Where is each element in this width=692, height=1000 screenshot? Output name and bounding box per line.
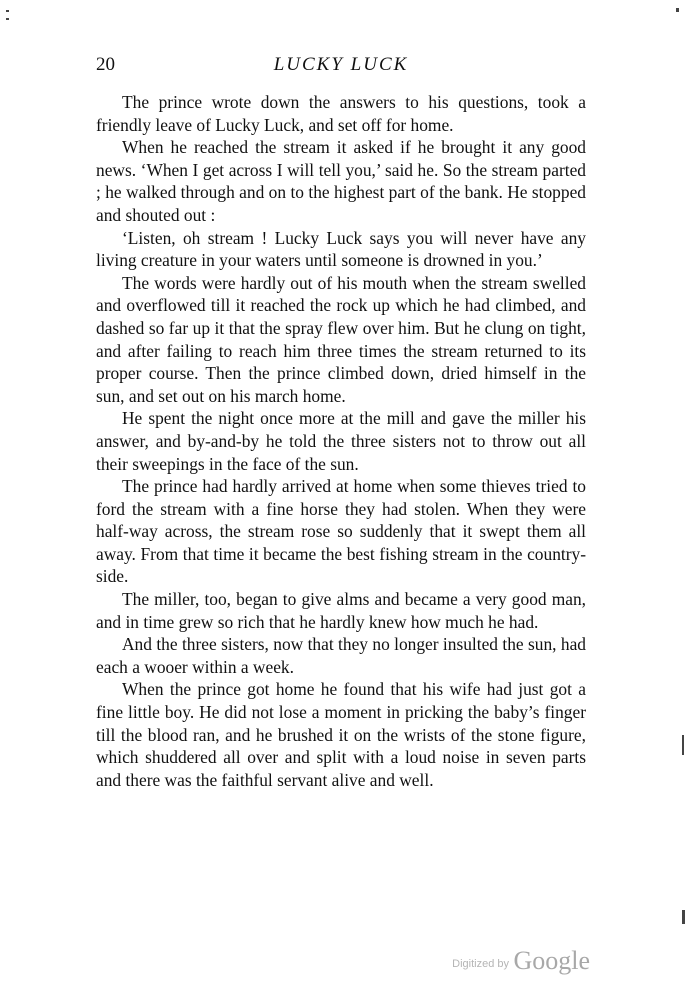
paragraph: And the three sisters, now that they no longer insulted the sun, had each a wooer within a week. (96, 634, 586, 677)
digitized-watermark (452, 946, 590, 976)
scan-speck (682, 910, 685, 924)
paragraph: ‘Listen, oh stream ! Lucky Luck says you will never have any living creature in your waters until someone is drowned in you.’ (96, 227, 586, 271)
paragraph: The prince wrote down the answers to his questions, took a friendly leave of Lucky Luck, and set off for home. (96, 92, 586, 135)
book-title: LUCKY LUCK (273, 54, 409, 75)
paragraph: He spent the night once more at the mill and gave the miller his answer, and by-and-by he told the three sisters not to throw out all their sweepings in the face of the sun. (96, 408, 586, 474)
paragraph: When the prince got home he found that his wife had just got a fine little boy. He did not lose a moment in pricking the baby’s finger till the blood ran, and he brushed it on the wrists of the stone figure, which shuddered all over and split with a loud noise in seven parts and there was the faithful servant alive and well. (96, 679, 586, 790)
paragraph: The words were hardly out of his mouth when the stream swelled and overflowed till it reached the rock up which he had climbed, and dashed so far up it that the spray flew over him. But he clung on tight, and after failing to reach him three times the stream returned to its proper course. Then the prince climbed down, dried himself in the sun, and set out on his march home. (96, 272, 586, 406)
page-number: 20 (96, 54, 115, 75)
paragraph: When he reached the stream it asked if he brought it any good news. ‘When I get across I will tell you,’ said he. So the stream parted ; he walked through and on to the highest part of the bank. He stopped and shouted out : (96, 137, 586, 225)
paragraph: The miller, too, began to give alms and became a very good man, and in time grew so rich that he hardly knew how much he had. (96, 589, 586, 632)
google-logo: Google (513, 946, 590, 975)
paragraph: The prince had hardly arrived at home when some thieves tried to ford the stream with a fine horse they had stolen. When they were half-way across, the stream rose so suddenly that it swept them all away. From that time it became the best fishing stream in the country-side. (96, 476, 586, 587)
scan-speck (682, 735, 684, 755)
digitized-label: Digitized by (452, 958, 509, 970)
body-text (96, 91, 586, 791)
scan-speck (676, 8, 679, 12)
running-head (96, 54, 586, 80)
scan-speck (6, 18, 9, 20)
scan-speck (6, 10, 9, 12)
